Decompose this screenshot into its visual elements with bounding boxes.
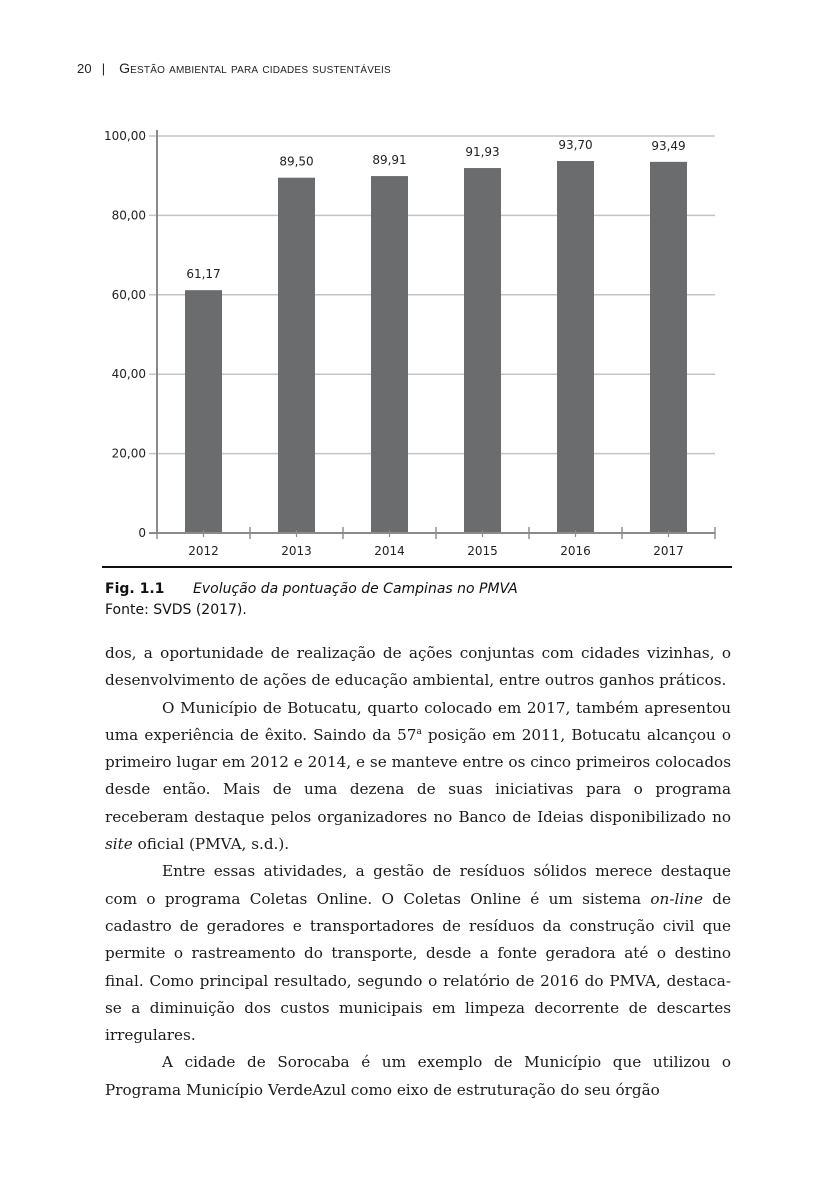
- x-tick-label: 2012: [188, 544, 219, 558]
- y-tick-label: 20,00: [111, 446, 146, 461]
- y-tick-label: 40,00: [111, 367, 146, 382]
- text-span: Entre essas atividades, a gestão de resíduos sólidos merece destaque com o programa Coletas Online. O Coletas Online é um sistema: [105, 862, 731, 908]
- header-separator: |: [101, 61, 106, 76]
- data-label: 93,70: [558, 138, 593, 153]
- bars: [185, 161, 687, 533]
- figure-source: Fonte: SVDS (2017).: [105, 602, 247, 618]
- body-text: [105, 640, 731, 1104]
- paragraph: dos, a oportunidade de realização de ações conjuntas com cidades vizinhas, o desenvolvimento de ações de educação ambiental, entre outros ganhos práticos.: [105, 644, 731, 690]
- paragraph: [105, 695, 731, 859]
- data-label: 89,91: [372, 153, 407, 168]
- gridlines: [149, 136, 715, 454]
- bar-2013: [278, 178, 315, 533]
- data-label: 91,93: [465, 145, 500, 160]
- x-tick-label: 2014: [374, 544, 405, 558]
- y-tick-label: 80,00: [111, 208, 146, 223]
- bar-2015: [464, 168, 501, 533]
- data-label: 89,50: [279, 154, 314, 169]
- x-tick-label: 2013: [281, 544, 312, 558]
- superscript: a: [416, 726, 422, 737]
- x-tick-label: 2015: [467, 544, 498, 558]
- figure-caption: [105, 579, 518, 621]
- y-tick-label: 60,00: [111, 287, 146, 302]
- book-title: Gestão ambiental para cidades sustentáveis: [119, 60, 391, 76]
- paragraph: [105, 858, 731, 1049]
- figure-label: Fig. 1.1: [105, 581, 165, 597]
- paragraph: A cidade de Sorocaba é um exemplo de Município que utilizou o Programa Município VerdeAzul como eixo de estruturação do seu órgão: [105, 1053, 731, 1099]
- text-span: de cadastro de geradores e transportadores de resíduos da construção civil que permite o rastreamento do transporte, desde a fonte geradora até o destino final. Como principal resultado, segundo o relatório de 2016 do PMVA, destaca-se a diminuição dos custos municipais em limpeza decorrente de descartes irregulares.: [105, 889, 731, 1045]
- text-span: O Município de Botucatu, quarto colocado em 2017, também apresentou uma experiência de êxito. Saindo da 57: [105, 698, 731, 744]
- bar-2017: [650, 162, 687, 533]
- bar-2014: [371, 176, 408, 533]
- figure-rule: [102, 566, 732, 568]
- axes: [149, 130, 715, 539]
- bar-2016: [557, 161, 594, 533]
- y-tick-label: 100,00: [104, 129, 146, 143]
- page-number: 20: [77, 61, 92, 76]
- data-label: 93,49: [651, 138, 686, 153]
- figure-title: Evolução da pontuação de Campinas no PMVA: [193, 581, 518, 597]
- italic-term: on-line: [650, 889, 703, 908]
- y-tick-label: 0: [138, 526, 146, 540]
- text-span: posição em 2011, Botucatu alcançou o primeiro lugar em 2012 e 2014, e se manteve entre os cinco primeiros colocados desde então. Mais de uma dezena de suas iniciativas para o programa receberam destaque pelos organizadores no Banco de Ideias disponibilizado no: [105, 725, 731, 826]
- bar-chart: [0, 0, 835, 570]
- data-label: 61,17: [186, 267, 221, 282]
- x-tick-label: 2017: [653, 544, 684, 558]
- text-span: oficial (PMVA, s.d.).: [132, 835, 290, 854]
- x-tick-label: 2016: [560, 544, 591, 558]
- bar-2012: [185, 290, 222, 533]
- italic-term: site: [105, 835, 133, 854]
